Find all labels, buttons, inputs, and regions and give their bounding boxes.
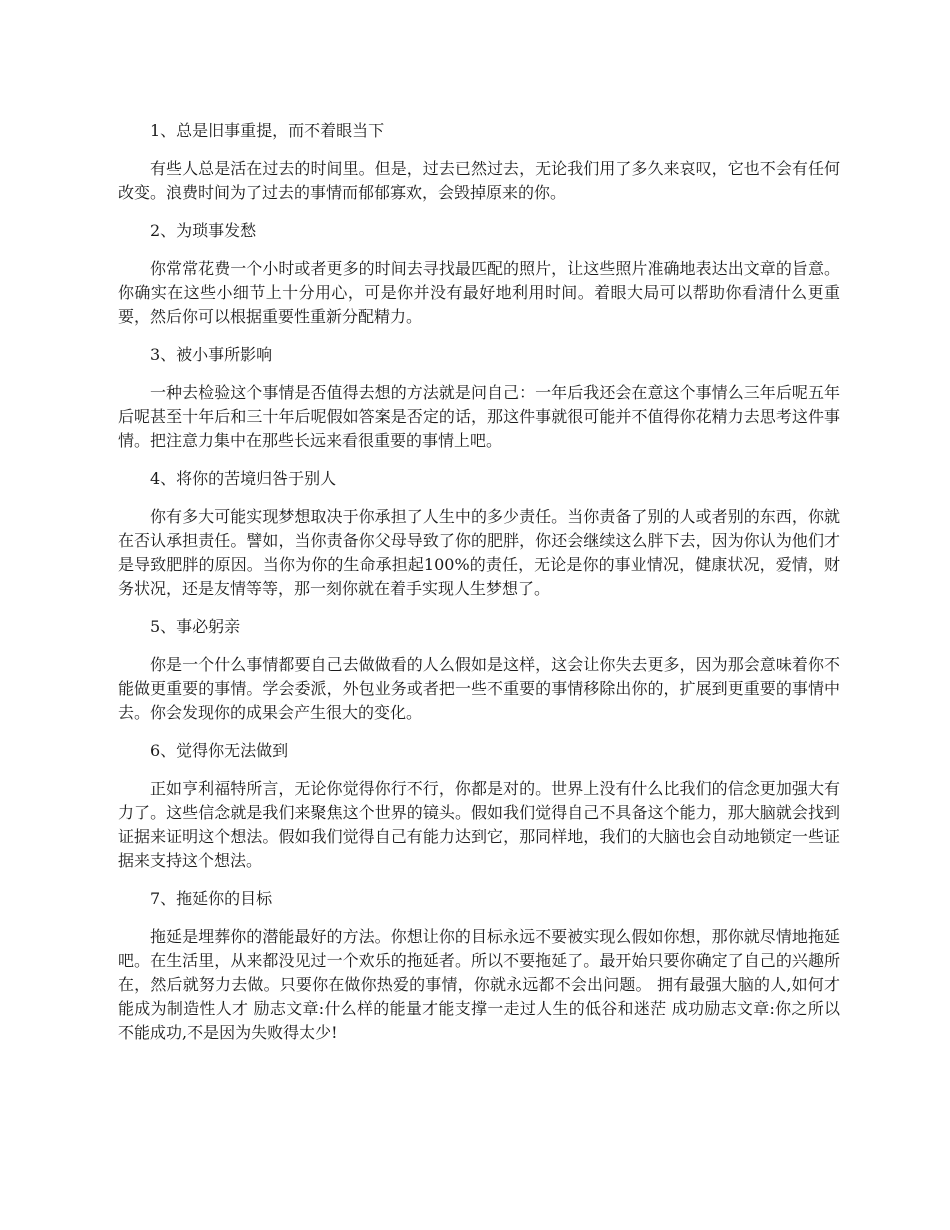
document-page [118,119,840,1059]
section-heading-7: 7、拖延你的目标 [150,889,273,908]
section-body-1: 有些人总是活在过去的时间里。但是，过去已然过去，无论我们用了多久来哀叹，它也不会有任何改变。浪费时间为了过去的事情而郁郁寡欢，会毁掉原来的你。 [118,159,840,202]
section-heading-4: 4、将你的苦境归咎于别人 [150,469,337,488]
section-body-2: 你常常花费一个小时或者更多的时间去寻找最匹配的照片，让这些照片准确地表达出文章的旨意。你确实在这些小细节上十分用心，可是你并没有最好地利用时间。着眼大局可以帮助你看清什么更重要，然后你可以根据重要性重新分配精力。 [118,259,840,326]
section-heading-5: 5、事必躬亲 [150,617,241,636]
section-body-4: 你有多大可能实现梦想取决于你承担了人生中的多少责任。当你责备了别的人或者别的东西，你就在否认承担责任。譬如，当你责备你父母导致了你的肥胖，你还会继续这么胖下去，因为你认为他们才是导致肥胖的原因。当你为你的生命承担起100%的责任，无论是你的事业情况，健康状况，爱情，财务状况，还是友情等等，那一刻你就在着手实现人生梦想了。 [118,507,840,598]
section-body-3: 一种去检验这个事情是否值得去想的方法就是问自己：一年后我还会在意这个事情么三年后呢五年后呢甚至十年后和三十年后呢假如答案是否定的话，那这件事就很可能并不值得你花精力去思考这件事情。把注意力集中在那些长远来看很重要的事情上吧。 [118,383,840,450]
section-heading-6: 6、觉得你无法做到 [150,741,289,760]
section-body-5: 你是一个什么事情都要自己去做做看的人么假如是这样，这会让你失去更多，因为那会意味着你不能做更重要的事情。学会委派，外包业务或者把一些不重要的事情移除出你的，扩展到更重要的事情中去。你会发现你的成果会产生很大的变化。 [118,655,840,722]
section-heading-3: 3、被小事所影响 [150,345,273,364]
section-heading-1: 1、总是旧事重提，而不着眼当下 [150,121,385,140]
section-body-6: 正如亨利福特所言，无论你觉得你行不行，你都是对的。世界上没有什么比我们的信念更加强大有力了。这些信念就是我们来聚焦这个世界的镜头。假如我们觉得自己不具备这个能力，那大脑就会找到证据来证明这个想法。假如我们觉得自己有能力达到它，那同样地，我们的大脑也会自动地锁定一些证据来支持这个想法。 [118,779,840,870]
section-body-7: 拖延是埋葬你的潜能最好的方法。你想让你的目标永远不要被实现么假如你想，那你就尽情地拖延吧。在生活里，从来都没见过一个欢乐的拖延者。所以不要拖延了。最开始只要你确定了自己的兴趣所在，然后就努力去做。只要你在做你热爱的事情，你就永远都不会出问题。 拥有最强大脑的人,如何才能成为制造性人才 励志文章:什么样的能量才能支撑一走过人生的低谷和迷茫 成功励志文章:你之所以不能成功,不是因为失败得太少! [118,927,840,1042]
section-heading-2: 2、为琐事发愁 [150,221,257,240]
